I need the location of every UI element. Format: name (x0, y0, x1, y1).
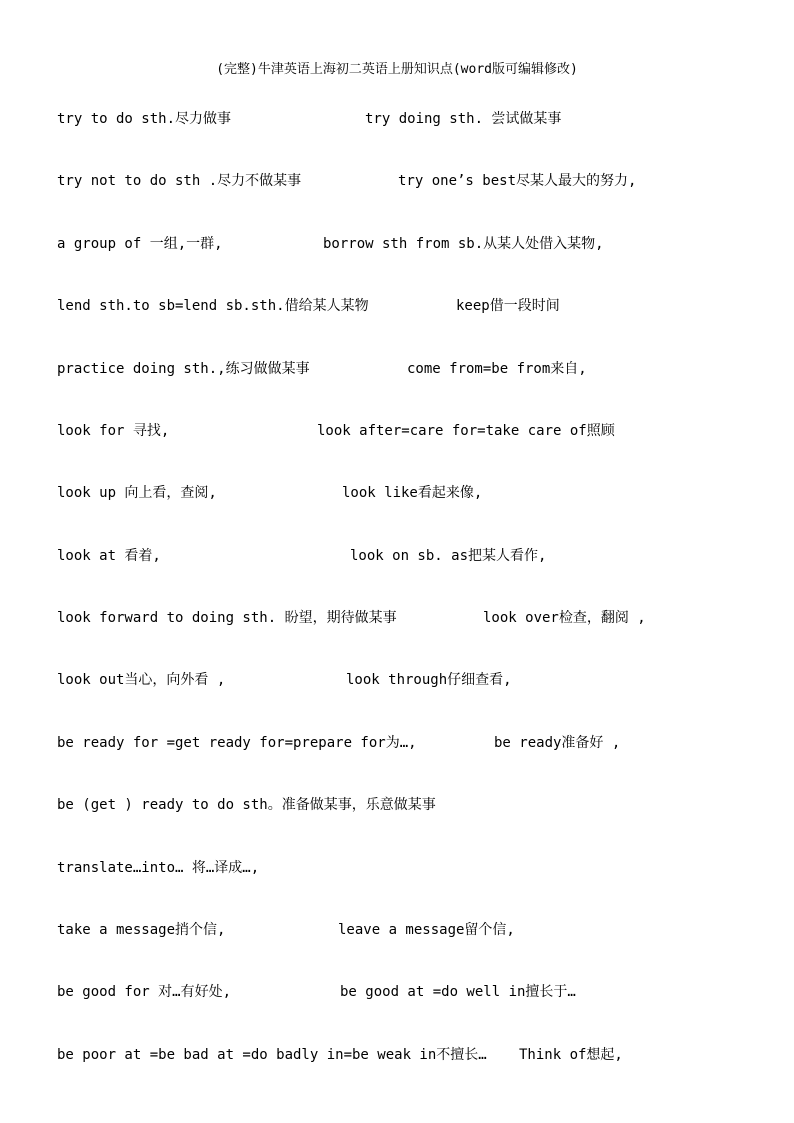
phrase-line (57, 170, 757, 190)
phrase-line (57, 669, 757, 689)
phrase-line (57, 420, 757, 440)
phrase-line (57, 545, 757, 565)
phrase-right: look like看起来像, (342, 485, 483, 501)
phrase-line (57, 482, 757, 502)
phrase-line (57, 1044, 757, 1064)
phrase-left: a group of 一组,一群, (57, 236, 223, 252)
phrase-left: try to do sth.尽力做事 (57, 111, 232, 127)
phrase-left: take a message捎个信, (57, 922, 226, 938)
phrase-line (57, 732, 757, 752)
phrase-right: borrow sth from sb.从某人处借入某物, (323, 236, 604, 252)
phrase-line (57, 108, 757, 128)
phrase-right: keep借一段时间 (456, 298, 560, 314)
phrase-right: look on sb. as把某人看作, (350, 548, 547, 564)
phrase-left: translate…into… 将…译成…, (57, 860, 260, 876)
phrase-line (57, 857, 757, 877)
phrase-right: be good at =do well in擅长于… (340, 984, 576, 1000)
phrase-left: look forward to doing sth. 盼望，期待做某事 (57, 610, 397, 626)
phrase-right: leave a message留个信, (338, 922, 515, 938)
phrase-left: be good for 对…有好处, (57, 984, 232, 1000)
phrase-left: look out当心，向外看 , (57, 672, 226, 688)
phrase-line (57, 919, 757, 939)
phrase-right: come from=be from来自, (407, 361, 587, 377)
phrase-left: be (get ) ready to do sth。准备做某事，乐意做某事 (57, 797, 436, 813)
phrase-line (57, 607, 757, 627)
page-header: (完整)牛津英语上海初二英语上册知识点(word版可编辑修改) (216, 62, 578, 77)
phrase-line (57, 233, 757, 253)
phrase-left: be poor at =be bad at =do badly in=be weak in不擅长… (57, 1047, 487, 1063)
phrase-right: look through仔细查看, (346, 672, 512, 688)
phrase-left: look up 向上看，查阅, (57, 485, 217, 501)
phrase-right: try doing sth. 尝试做某事 (365, 111, 562, 127)
phrase-right: Think of想起, (519, 1047, 623, 1063)
phrase-right: look over检查，翻阅 , (483, 610, 646, 626)
phrase-line (57, 358, 757, 378)
phrase-left: practice doing sth.,练习做做某事 (57, 361, 310, 377)
phrase-right: try one’s best尽某人最大的努力, (398, 173, 637, 189)
phrase-left: look at 看着, (57, 548, 161, 564)
phrase-left: be ready for =get ready for=prepare for为…, (57, 735, 417, 751)
phrase-left: try not to do sth .尽力不做某事 (57, 173, 302, 189)
phrase-left: look for 寻找, (57, 423, 170, 439)
phrase-line (57, 794, 757, 814)
phrase-right: look after=care for=take care of照顾 (317, 423, 615, 439)
phrase-line (57, 981, 757, 1001)
phrase-left: lend sth.to sb=lend sb.sth.借给某人某物 (57, 298, 369, 314)
phrase-right: be ready准备好 , (494, 735, 621, 751)
phrase-line (57, 295, 757, 315)
